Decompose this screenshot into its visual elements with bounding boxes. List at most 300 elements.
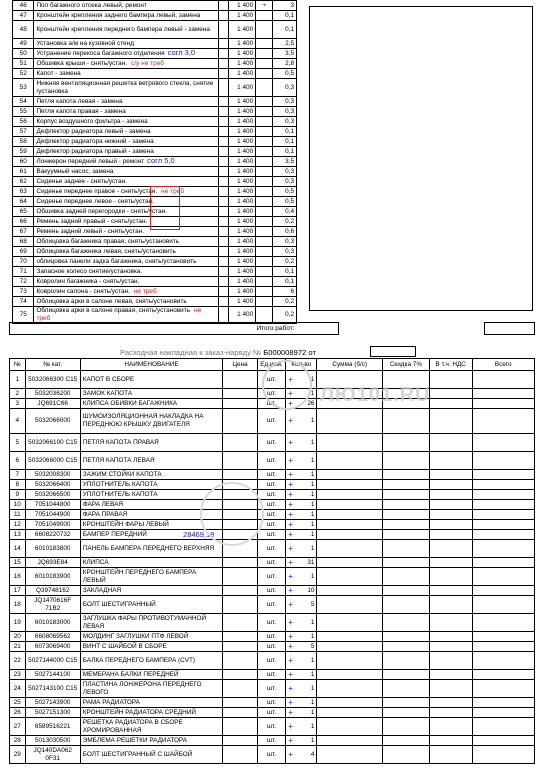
work-row-name-text: Ковролин салона - снять/устан. bbox=[36, 287, 130, 295]
part-name-text: КЛИПСА ОБИВКИ БАГАЖНИКА bbox=[82, 399, 178, 407]
work-row bbox=[13, 257, 297, 267]
work-row-price: 1 400 bbox=[228, 287, 256, 297]
work-row bbox=[13, 39, 297, 49]
part-sum bbox=[317, 490, 383, 500]
check-mark: + bbox=[288, 585, 293, 595]
part-discount bbox=[383, 530, 430, 540]
work-row-name-text: Запасное колесо снятие/установка. bbox=[36, 267, 143, 275]
part-unit: шт. bbox=[257, 642, 286, 652]
work-row-name-text: Ремень задний левый - снять/устан. bbox=[36, 227, 144, 235]
check-mark: + bbox=[288, 469, 293, 479]
work-row-hours: 0,3 bbox=[273, 167, 297, 177]
part-unit: шт. bbox=[257, 434, 286, 452]
column-header: № кат. bbox=[25, 359, 80, 371]
work-row-name bbox=[34, 127, 219, 137]
work-row-blank bbox=[219, 97, 228, 107]
work-row-name bbox=[34, 1, 219, 11]
part-catalog-code: 6010183900 bbox=[25, 568, 80, 586]
part-sum bbox=[317, 500, 383, 510]
part-name bbox=[80, 409, 223, 434]
work-row bbox=[13, 247, 297, 257]
work-row-price: 1 400 bbox=[228, 147, 256, 157]
part-sum bbox=[317, 530, 383, 540]
part-quantity bbox=[288, 457, 314, 465]
parts-row bbox=[10, 520, 535, 530]
part-name-text: МОЛДИНГ ЗАГЛУШКИ ПТФ ЛЕВОЙ bbox=[82, 632, 189, 640]
work-row-number: 48 bbox=[13, 21, 34, 39]
work-row-mark bbox=[256, 97, 273, 107]
part-quantity-value: 10 bbox=[307, 586, 315, 594]
part-quantity-value: 1 bbox=[310, 510, 315, 518]
work-row-name bbox=[34, 21, 219, 39]
part-number: 8 bbox=[10, 480, 26, 490]
part-quantity-value: 1 bbox=[310, 500, 315, 508]
part-quantity bbox=[288, 657, 314, 665]
work-row-price: 1 400 bbox=[228, 157, 256, 167]
part-catalog-code: 5027143900 bbox=[25, 698, 80, 708]
parts-table-body bbox=[10, 371, 535, 764]
part-name-text: БОЛТ ШЕСТИГРАННЫЙ С ШАЙБОЙ bbox=[82, 750, 193, 758]
work-row-number: 62 bbox=[13, 177, 34, 187]
part-quantity-value: 1 bbox=[310, 722, 315, 730]
work-row-name bbox=[34, 177, 219, 187]
part-sum bbox=[317, 510, 383, 520]
work-row-blank bbox=[219, 267, 228, 277]
work-row-mark bbox=[256, 79, 273, 97]
part-catalog-code: 6608069562 bbox=[25, 632, 80, 642]
parts-row bbox=[10, 632, 535, 642]
part-name-text: ПЛАСТИНА ЛОНЖЕРОНА ПЕРЕДНЕГО ЛЕВОГО bbox=[82, 680, 202, 696]
part-number: 2 bbox=[10, 389, 26, 399]
work-row-number: 72 bbox=[13, 277, 34, 287]
part-name bbox=[80, 680, 223, 698]
part-vat bbox=[429, 708, 472, 718]
work-row-blank bbox=[219, 49, 228, 59]
part-number: 14 bbox=[10, 540, 26, 558]
part-name-text: ФАРА ЛЕВАЯ bbox=[82, 500, 124, 508]
work-row-name-text: Ковролин багажника - снять/устан. bbox=[36, 277, 140, 285]
part-quantity-value: 1 bbox=[310, 572, 315, 580]
part-quantity-value: 1 bbox=[310, 389, 315, 397]
work-row-number: 47 bbox=[13, 11, 34, 21]
parts-row bbox=[10, 670, 535, 680]
part-name-text: ЭМБЛЕМА РЕШЕТКИ РАДИАТОРА bbox=[82, 736, 188, 744]
work-row-blank bbox=[219, 117, 228, 127]
part-unit: шт. bbox=[257, 652, 286, 670]
part-vat bbox=[429, 632, 472, 642]
work-row-mark bbox=[256, 297, 273, 307]
check-mark: + bbox=[288, 641, 293, 651]
parts-row bbox=[10, 586, 535, 596]
work-row-mark bbox=[256, 59, 273, 69]
part-name bbox=[80, 399, 223, 409]
part-total bbox=[472, 470, 535, 480]
work-row-name bbox=[34, 267, 219, 277]
check-mark: + bbox=[288, 509, 293, 519]
part-discount bbox=[383, 500, 430, 510]
part-unit: шт. bbox=[257, 399, 286, 409]
part-discount bbox=[383, 642, 430, 652]
part-quantity-cell bbox=[286, 510, 317, 520]
part-name-text: ЗАЖИМ СТОЙКИ КАПОТА bbox=[82, 470, 162, 478]
work-row-hours: 0,1 bbox=[273, 11, 297, 21]
part-catalog-code: 6010183800 bbox=[25, 540, 80, 558]
part-quantity-value: 5 bbox=[310, 600, 315, 608]
work-row-name-text: Сиденье переднее левое - снять/устан. bbox=[36, 197, 154, 205]
part-discount bbox=[383, 409, 430, 434]
work-row-name-text: Кронштейн крепления переднего бампера левый - замена bbox=[36, 25, 210, 33]
handwritten-outline bbox=[150, 186, 180, 230]
part-sum bbox=[317, 718, 383, 736]
column-header: В т.ч. НДС bbox=[429, 359, 472, 371]
work-row-hours: 0,2 bbox=[273, 257, 297, 267]
part-vat bbox=[429, 371, 472, 389]
parts-row bbox=[10, 596, 535, 614]
part-discount bbox=[383, 540, 430, 558]
part-catalog-code: 5027144000 C15 bbox=[25, 652, 80, 670]
part-catalog-code: 5032066300 C15 bbox=[25, 371, 80, 389]
work-row-name bbox=[34, 39, 219, 49]
work-row-price: 1 400 bbox=[228, 97, 256, 107]
parts-row bbox=[10, 452, 535, 470]
part-quantity-cell bbox=[286, 409, 317, 434]
work-row-name-text: Обшивка крыши - снять/устан. bbox=[36, 59, 128, 67]
work-row-blank bbox=[219, 39, 228, 49]
work-row-name-text: Ремень задний правый - снять/устан. bbox=[36, 217, 148, 225]
part-name bbox=[80, 389, 223, 399]
part-number: 27 bbox=[10, 718, 26, 736]
work-row bbox=[13, 69, 297, 79]
part-price bbox=[223, 746, 257, 764]
work-row-price: 1 400 bbox=[228, 247, 256, 257]
part-vat bbox=[429, 642, 472, 652]
part-name bbox=[80, 568, 223, 586]
work-row-number: 68 bbox=[13, 237, 34, 247]
work-row-number: 63 bbox=[13, 187, 34, 197]
part-name bbox=[80, 586, 223, 596]
part-discount bbox=[383, 434, 430, 452]
work-row-name bbox=[34, 49, 219, 59]
part-total bbox=[472, 680, 535, 698]
work-row-blank bbox=[219, 11, 228, 21]
part-name bbox=[80, 558, 223, 568]
check-mark: + bbox=[288, 398, 293, 408]
part-discount bbox=[383, 670, 430, 680]
part-sum bbox=[317, 736, 383, 746]
work-row-price: 1 400 bbox=[228, 297, 256, 307]
work-row-number: 60 bbox=[13, 157, 34, 167]
work-row bbox=[13, 157, 297, 167]
part-name bbox=[80, 434, 223, 452]
part-total bbox=[472, 746, 535, 764]
part-sum bbox=[317, 568, 383, 586]
check-mark: + bbox=[288, 655, 293, 665]
check-mark: + bbox=[288, 697, 293, 707]
part-name-text: ВИНТ С ШАЙБОЙ В СБОРЕ bbox=[82, 642, 167, 650]
part-catalog-code: 5032066100 C15 bbox=[25, 434, 80, 452]
part-quantity-value: 1 bbox=[310, 530, 315, 538]
part-quantity-cell bbox=[286, 614, 317, 632]
work-row-hours: 3,5 bbox=[273, 49, 297, 59]
part-vat bbox=[429, 452, 472, 470]
part-catalog-code: 5027144100 bbox=[25, 670, 80, 680]
work-row-blank bbox=[219, 197, 228, 207]
part-vat bbox=[429, 434, 472, 452]
part-price bbox=[223, 399, 257, 409]
check-mark: + bbox=[288, 455, 293, 465]
part-sum bbox=[317, 452, 383, 470]
part-discount bbox=[383, 480, 430, 490]
work-row-number: 49 bbox=[13, 39, 34, 49]
part-price bbox=[223, 652, 257, 670]
work-row-mark bbox=[256, 197, 273, 207]
part-number: 9 bbox=[10, 490, 26, 500]
work-row-price: 1 400 bbox=[228, 127, 256, 137]
part-vat bbox=[429, 670, 472, 680]
part-catalog-code: 6608220732 bbox=[25, 530, 80, 540]
work-row-name-text: Нижняя вентиляционная решетка ветрового стекла, снятие /установка bbox=[36, 79, 214, 95]
part-quantity-value: 1 bbox=[310, 520, 315, 528]
part-total bbox=[472, 708, 535, 718]
part-name-text: БАМПЕР ПЕРЕДНИЙ bbox=[82, 530, 147, 538]
work-row-name-text: Обшивка задней перегородки - снять/устан. bbox=[36, 207, 167, 215]
part-unit: шт. bbox=[257, 530, 286, 540]
part-quantity-value: 1 bbox=[310, 456, 315, 464]
part-quantity bbox=[288, 587, 314, 595]
check-mark: + bbox=[288, 437, 293, 447]
check-mark: + bbox=[288, 721, 293, 731]
part-quantity-value: 1 bbox=[310, 480, 315, 488]
part-quantity-cell bbox=[286, 480, 317, 490]
part-vat bbox=[429, 568, 472, 586]
handwritten-approval: согл 5,0 bbox=[147, 156, 175, 165]
parts-row bbox=[10, 530, 535, 540]
part-quantity-value: 1 bbox=[310, 736, 315, 744]
part-quantity-value: 1 bbox=[310, 375, 315, 383]
part-quantity-cell bbox=[286, 632, 317, 642]
work-row-number: 73 bbox=[13, 287, 34, 297]
part-number: 28 bbox=[10, 736, 26, 746]
part-quantity-value: 1 bbox=[310, 618, 315, 626]
part-unit: шт. bbox=[257, 614, 286, 632]
work-row-hours: 0,3 bbox=[273, 177, 297, 187]
part-discount bbox=[383, 568, 430, 586]
check-mark: + bbox=[288, 388, 293, 398]
part-number: 15 bbox=[10, 558, 26, 568]
part-catalog-code: JQ691C66 bbox=[25, 399, 80, 409]
work-row-price: 1 400 bbox=[228, 11, 256, 21]
work-row-blank bbox=[219, 1, 228, 11]
part-quantity-value: 1 bbox=[310, 656, 315, 664]
work-row-name-text: Облицовка багажника правая, снять/установить bbox=[36, 237, 180, 245]
work-row-mark bbox=[256, 117, 273, 127]
part-sum bbox=[317, 614, 383, 632]
part-name bbox=[80, 480, 223, 490]
work-row-blank bbox=[219, 307, 228, 324]
part-vat bbox=[429, 614, 472, 632]
part-sum bbox=[317, 480, 383, 490]
part-name-text: КРОНШТЕЙН РАДИАТОРА СРЕДНИЙ bbox=[82, 708, 196, 716]
part-unit: шт. bbox=[257, 389, 286, 399]
part-catalog-code: 5013030500 bbox=[25, 736, 80, 746]
check-mark: + bbox=[288, 749, 293, 759]
work-row-mark bbox=[256, 287, 273, 297]
part-quantity-cell bbox=[286, 530, 317, 540]
check-mark: + bbox=[288, 683, 293, 693]
part-name bbox=[80, 371, 223, 389]
part-number: 19 bbox=[10, 614, 26, 632]
column-header: Скидка 7% bbox=[383, 359, 430, 371]
part-number: 12 bbox=[10, 520, 26, 530]
work-row-name-text: Капот - замена bbox=[36, 69, 81, 77]
column-header: № bbox=[10, 359, 26, 371]
part-vat bbox=[429, 596, 472, 614]
part-number: 25 bbox=[10, 698, 26, 708]
work-row-hours: 0,1 bbox=[273, 127, 297, 137]
part-discount bbox=[383, 718, 430, 736]
work-row-mark bbox=[256, 217, 273, 227]
work-row-hours: 0,3 bbox=[273, 247, 297, 257]
part-discount bbox=[383, 586, 430, 596]
work-row-name-text: Вакуумный насос, замена bbox=[36, 167, 114, 175]
part-unit: шт. bbox=[257, 371, 286, 389]
work-row bbox=[13, 49, 297, 59]
part-number: 22 bbox=[10, 652, 26, 670]
work-row-number: 61 bbox=[13, 167, 34, 177]
part-vat bbox=[429, 480, 472, 490]
work-row-number: 54 bbox=[13, 97, 34, 107]
work-row-mark bbox=[256, 137, 273, 147]
parts-table bbox=[9, 358, 535, 764]
handwritten-note: не треб bbox=[36, 307, 202, 322]
part-total bbox=[472, 718, 535, 736]
part-total bbox=[472, 500, 535, 510]
part-quantity-value: 1 bbox=[310, 632, 315, 640]
work-row-mark bbox=[256, 39, 273, 49]
part-price bbox=[223, 371, 257, 389]
part-quantity bbox=[288, 643, 314, 651]
work-row-number: 58 bbox=[13, 137, 34, 147]
part-quantity-value: 26 bbox=[307, 399, 315, 407]
handwritten-note: не треб bbox=[133, 287, 157, 295]
part-name bbox=[80, 490, 223, 500]
work-row-blank bbox=[219, 207, 228, 217]
work-row-number: 74 bbox=[13, 297, 34, 307]
part-catalog-code: 5032066400 bbox=[25, 480, 80, 490]
handwritten-price: 28469,18 bbox=[183, 529, 215, 539]
work-row-name bbox=[34, 97, 219, 107]
check-mark: + bbox=[288, 617, 293, 627]
work-row-price: 1 400 bbox=[228, 217, 256, 227]
part-unit: шт. bbox=[257, 680, 286, 698]
part-quantity bbox=[288, 723, 314, 731]
part-name bbox=[80, 736, 223, 746]
work-row-price: 1 400 bbox=[228, 69, 256, 79]
part-number: 29 bbox=[10, 746, 26, 764]
part-name-text: ПАНЕЛЬ БАМПЕРА ПЕРЕДНЕГО ВЕРХНЯЯ bbox=[82, 544, 215, 552]
part-price bbox=[223, 434, 257, 452]
part-quantity-cell bbox=[286, 746, 317, 764]
part-quantity bbox=[288, 439, 314, 447]
part-catalog-code: 7051049000 bbox=[25, 520, 80, 530]
part-number: 23 bbox=[10, 670, 26, 680]
part-number: 4 bbox=[10, 409, 26, 434]
work-row-price: 1 400 bbox=[228, 39, 256, 49]
part-quantity-cell bbox=[286, 558, 317, 568]
part-sum bbox=[317, 652, 383, 670]
work-row-hours: 3,5 bbox=[273, 157, 297, 167]
part-vat bbox=[429, 399, 472, 409]
part-price bbox=[223, 614, 257, 632]
part-quantity-value: 1 bbox=[310, 544, 315, 552]
part-catalog-code: JQ693E84 bbox=[25, 558, 80, 568]
part-total bbox=[472, 736, 535, 746]
part-vat bbox=[429, 389, 472, 399]
work-row-name-text: Облицовка арки в салоне левая, снять/установить bbox=[36, 297, 187, 305]
part-price bbox=[223, 680, 257, 698]
work-row-name-text: Дефлектор радиатора левый - замена bbox=[36, 127, 151, 135]
work-row-price: 1 400 bbox=[228, 117, 256, 127]
part-vat bbox=[429, 500, 472, 510]
part-number: 7 bbox=[10, 470, 26, 480]
work-table bbox=[12, 0, 297, 334]
part-price bbox=[223, 596, 257, 614]
work-row-hours: 0,3 bbox=[273, 79, 297, 97]
part-total bbox=[472, 632, 535, 642]
part-quantity bbox=[288, 511, 314, 519]
part-price bbox=[223, 568, 257, 586]
part-quantity bbox=[288, 699, 314, 707]
work-row-name bbox=[34, 147, 219, 157]
work-row-number: 56 bbox=[13, 117, 34, 127]
part-unit: шт. bbox=[257, 500, 286, 510]
part-quantity-cell bbox=[286, 568, 317, 586]
work-row-name bbox=[34, 307, 219, 324]
part-quantity-cell bbox=[286, 736, 317, 746]
parts-row bbox=[10, 470, 535, 480]
part-catalog-code: JQ140DA062 0F31 bbox=[25, 746, 80, 764]
work-row-mark bbox=[256, 257, 273, 267]
work-row bbox=[13, 167, 297, 177]
work-row-blank bbox=[219, 257, 228, 267]
part-vat bbox=[429, 586, 472, 596]
work-row-name-text: Облицовка багажника левая, снять/установить bbox=[36, 247, 176, 255]
work-table-body bbox=[13, 1, 297, 335]
work-row-name bbox=[34, 247, 219, 257]
work-row-price: 1 400 bbox=[228, 137, 256, 147]
work-row-name bbox=[34, 79, 219, 97]
work-row-price: 1 400 bbox=[228, 227, 256, 237]
part-catalog-code: 5032066000 C15 bbox=[25, 452, 80, 470]
part-quantity bbox=[288, 573, 314, 581]
part-quantity-value: 1 bbox=[310, 670, 315, 678]
parts-row bbox=[10, 708, 535, 718]
stamp-mark bbox=[200, 482, 264, 546]
part-catalog-code: 5027143100 C15 bbox=[25, 680, 80, 698]
work-row-mark bbox=[256, 157, 273, 167]
part-discount bbox=[383, 614, 430, 632]
check-mark: + bbox=[288, 669, 293, 679]
parts-row bbox=[10, 409, 535, 434]
work-row-name-text: Пол багажного отсека левый, ремонт bbox=[36, 1, 147, 9]
part-sum bbox=[317, 698, 383, 708]
part-unit: шт. bbox=[257, 568, 286, 586]
parts-row bbox=[10, 642, 535, 652]
work-row-mark bbox=[256, 69, 273, 79]
work-row-mark bbox=[256, 147, 273, 157]
part-number: 6 bbox=[10, 452, 26, 470]
column-header: Кол-во bbox=[286, 359, 317, 371]
